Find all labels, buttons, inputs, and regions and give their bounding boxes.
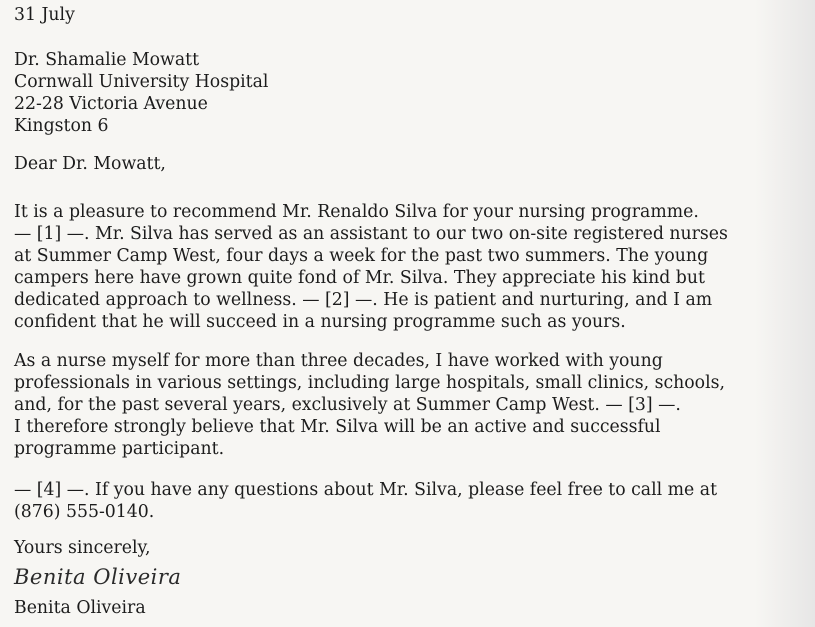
paragraph-line: As a nurse myself for more than three decades, I have worked with young [14, 351, 663, 371]
address-line: Dr. Shamalie Mowatt [14, 50, 200, 70]
address-line: Cornwall University Hospital [14, 72, 269, 92]
paragraph-line: campers here have grown quite fond of Mr. Silva. They appreciate his kind but [14, 268, 705, 288]
paragraph-line: professionals in various settings, including large hospitals, small clinics, schools, [14, 373, 725, 393]
signer-name: Benita Oliveira [14, 598, 146, 618]
paragraph-line: confident that he will succeed in a nursing programme such as yours. [14, 312, 626, 332]
address-line: 22-28 Victoria Avenue [14, 94, 208, 114]
address-line: Kingston 6 [14, 116, 109, 136]
paragraph-line: at Summer Camp West, four days a week for the past two summers. The young [14, 246, 709, 266]
closing: Yours sincerely, [14, 538, 151, 558]
paragraph-recommendation [14, 201, 728, 333]
paragraph-line: It is a pleasure to recommend Mr. Renaldo Silva for your nursing programme. [14, 202, 699, 222]
paragraph-contact [14, 479, 717, 523]
paragraph-line: — [4] —. If you have any questions about Mr. Silva, please feel free to call me at [14, 480, 718, 500]
salutation: Dear Dr. Mowatt, [14, 154, 166, 174]
page-edge-shadow [755, 0, 815, 627]
paragraph-line: and, for the past several years, exclusively at Summer Camp West. — [3] —. [14, 395, 681, 415]
paragraph-line: — [1] —. Mr. Silva has served as an assistant to our two on-site registered nurses [14, 224, 728, 244]
handwritten-signature: Benita Oliveira [14, 565, 182, 589]
paragraph-line: programme participant. [14, 439, 225, 459]
paragraph-line: (876) 555-0140. [14, 502, 155, 522]
paragraph-line: dedicated approach to wellness. — [2] —. He is patient and nurturing, and I am [14, 290, 713, 310]
paragraph-experience [14, 350, 725, 460]
recipient-address [14, 49, 268, 137]
paragraph-line: I therefore strongly believe that Mr. Silva will be an active and successful [14, 417, 661, 437]
letter-date: 31 July [14, 5, 75, 25]
